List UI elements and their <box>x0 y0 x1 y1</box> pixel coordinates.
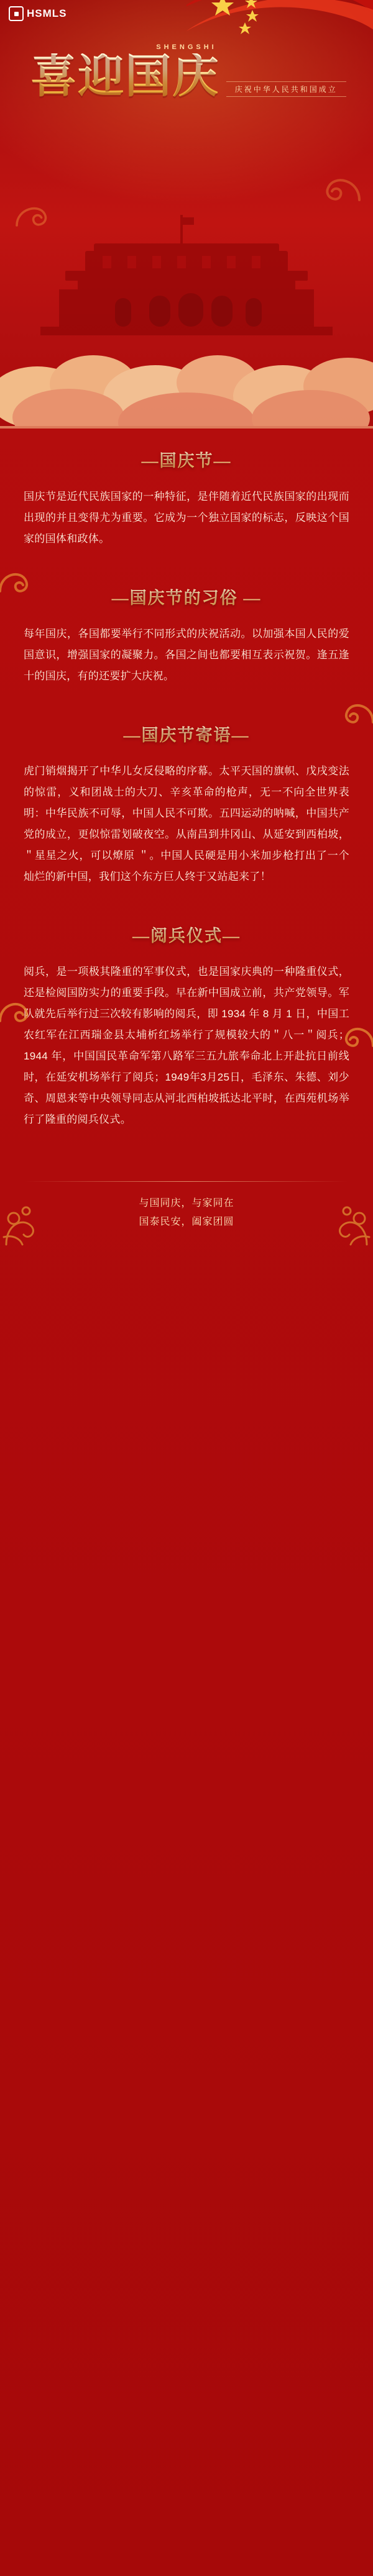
section-national-day <box>0 447 373 550</box>
section-title: —国庆节的习俗 — <box>24 584 349 609</box>
brand-name: HSMLS <box>27 7 67 19</box>
poster-footer <box>0 1165 373 1253</box>
hero-title-block <box>0 43 373 102</box>
section-title: —国庆节— <box>24 447 349 471</box>
section-military-parade <box>0 922 373 1130</box>
article-content <box>0 429 373 1130</box>
flower-decoration-icon <box>1 1194 57 1249</box>
auspicious-cloud-icon <box>0 304 373 429</box>
hero-pinyin: SHENGSHI <box>156 43 217 51</box>
section-title: —阅兵仪式— <box>24 922 349 946</box>
square-logo-icon <box>9 6 24 21</box>
flower-decoration-icon <box>316 1194 372 1249</box>
section-body: 虎门销烟揭开了中华儿女反侵略的序幕。太平天国的旗帜、戊戌变法的惊雷，义和团战士的大刀、辛亥革命的枪声，无一不向全世界表明：中华民族不可辱，中国人民不可欺。五四运动的呐喊，中国共产党的成立，更似惊雷划破夜空。从南昌到井冈山、从延安到西柏坡，＂星星之火，可以燎原 ＂。中国人民硬是用小米加步枪打出了一个灿烂的新中国，我们这个东方巨人终于又站起来了！ <box>24 765 349 882</box>
hero-banner <box>0 0 373 429</box>
footer-line-1: 与国同庆，与家同在 <box>139 1198 234 1209</box>
auspicious-cloud-icon <box>302 155 364 217</box>
section-body: 阅兵，是一项极其隆重的军事仪式，也是国家庆典的一种隆重仪式，还是检阅国防实力的重要手段。早在新中国成立前，共产党领导。军队就先后举行过三次较有影响的阅兵，即 1934 年 8 月 1 日，中国工农红军在江西瑞金县太埔析红场举行了规模较大的＂八一＂阅兵；1944 年，中国国民革命军第八路军三五九旅奉命北上开赴抗日前线时，在延安机场举行了阅兵；1949年3月25日，毛泽东、朱德、刘少奇、周恩来等中央领导同志从河北西柏坡抵达北平时，在西苑机场举行了隆重的阅兵仪式。 <box>24 966 349 1125</box>
section-title: —国庆节寄语— <box>24 722 349 746</box>
section-body: 每年国庆，各国都要举行不同形式的庆祝活动。以加强本国人民的爱国意识，增强国家的凝聚力。各国之间也都要相互表示祝贺。逢五逢十的国庆，有的还要扩大庆祝。 <box>24 628 349 682</box>
auspicious-cloud-icon <box>331 1014 373 1059</box>
section-body: 国庆节是近代民族国家的一种特征，是伴随着近代民族国家的出现而出现的并且变得尤为重要。它成为一个独立国家的标志，反映这个国家的国体和政体。 <box>24 491 349 545</box>
auspicious-cloud-icon <box>0 989 42 1035</box>
divider <box>25 1181 348 1182</box>
hero-seal-text: 庆祝中华人民共和国成立 <box>226 81 346 97</box>
brand-logo[interactable] <box>9 6 67 21</box>
section-message <box>0 722 373 887</box>
auspicious-cloud-icon <box>331 690 373 736</box>
section-customs <box>0 584 373 687</box>
page-title: 喜迎国庆 <box>27 53 223 102</box>
auspicious-cloud-icon <box>0 559 42 605</box>
footer-line-2: 国泰民安，阖家团圆 <box>139 1217 234 1228</box>
